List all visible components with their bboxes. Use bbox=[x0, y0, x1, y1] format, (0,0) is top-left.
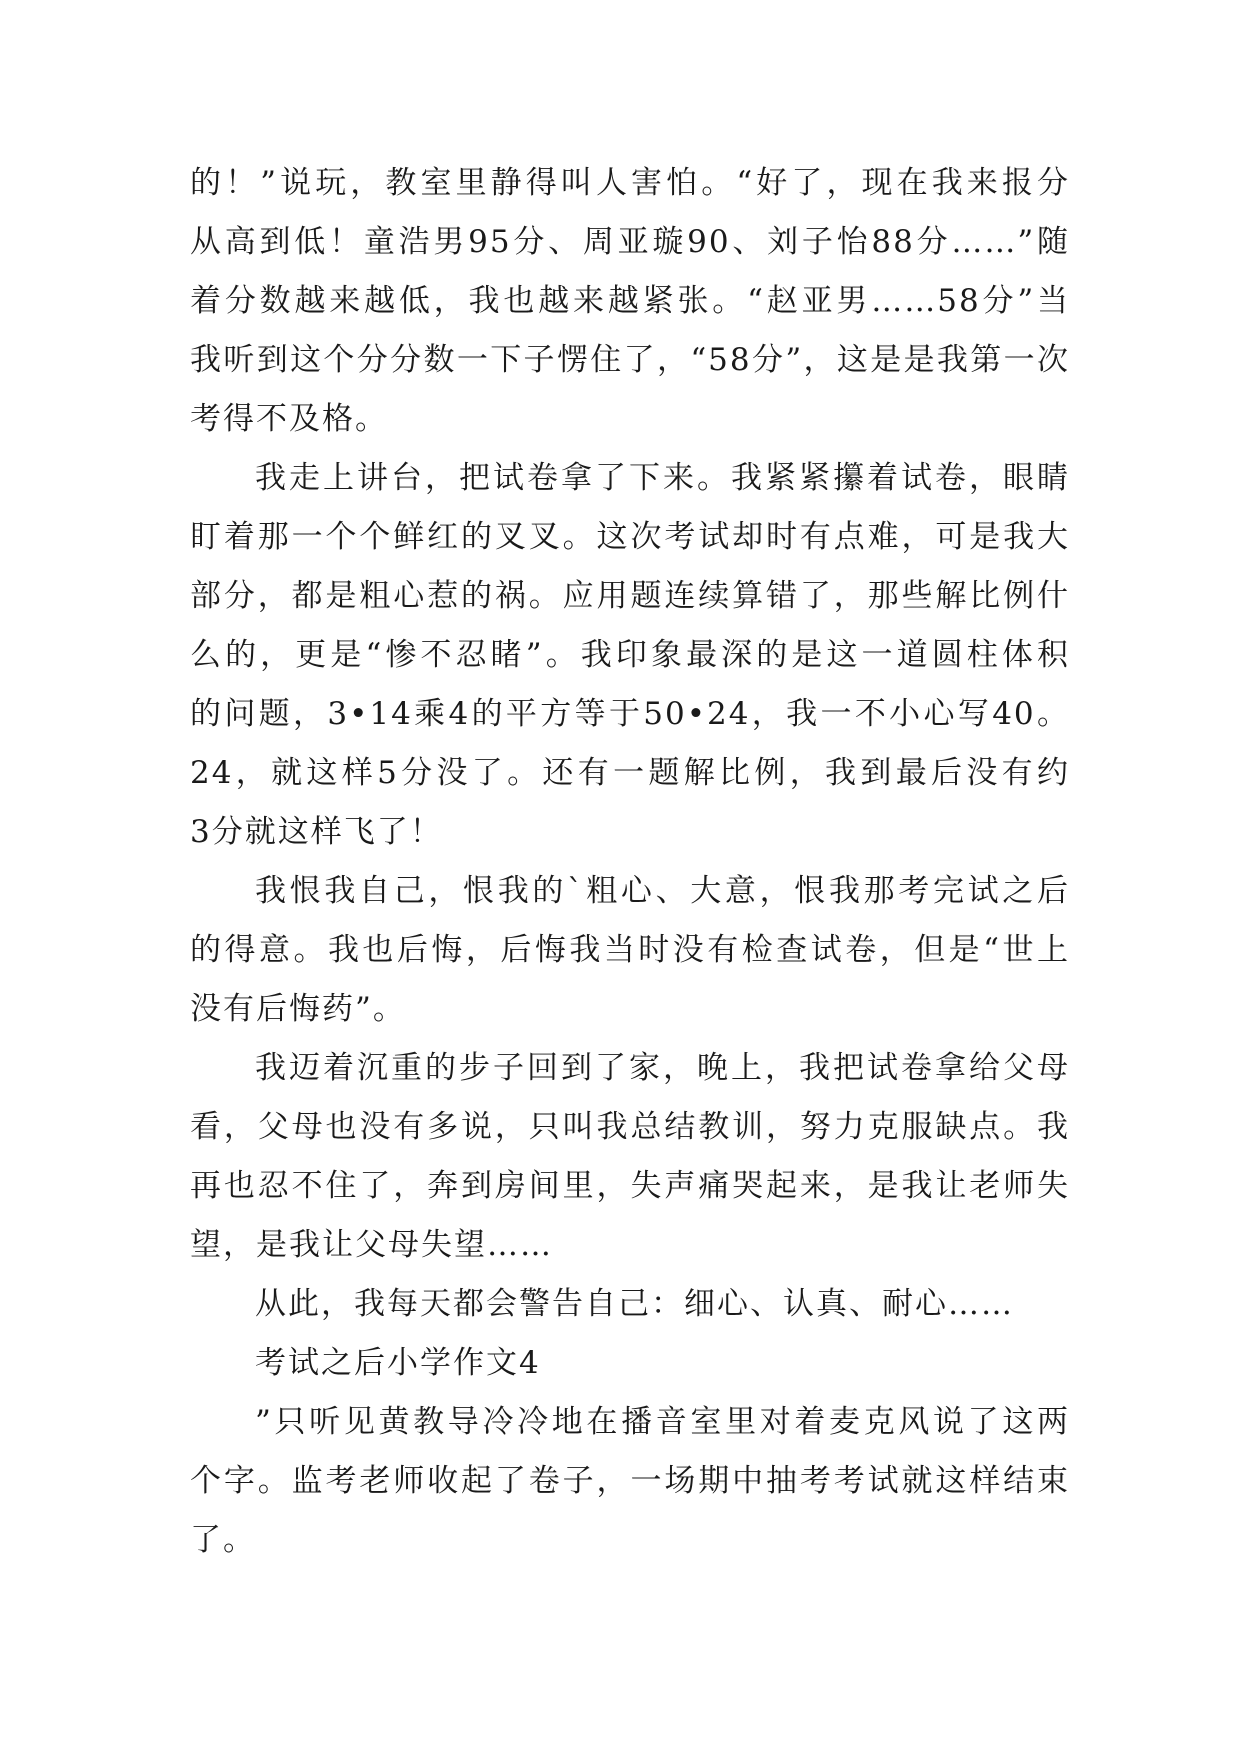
paragraph bbox=[190, 154, 1070, 449]
text-line: ”只听见黄教导冷冷地在播音室里对着麦克风说了这两 bbox=[255, 1404, 1070, 1440]
text-line: 没有后悔药”。 bbox=[190, 991, 406, 1027]
paragraph bbox=[190, 862, 1070, 1039]
text-line: 从高到低！童浩男95分、周亚璇90、刘子怡88分……”随 bbox=[190, 224, 1070, 260]
text-line: 我迈着沉重的步子回到了家，晚上，我把试卷拿给父母 bbox=[255, 1050, 1070, 1086]
text-line: 我走上讲台，把试卷拿了下来。我紧紧攥着试卷，眼睛 bbox=[255, 460, 1070, 496]
text-line: 的！”说玩，教室里静得叫人害怕。“好了，现在我来报分 bbox=[190, 165, 1070, 201]
text-line: 我听到这个分分数一下子愣住了，“58分”，这是是我第一次 bbox=[190, 342, 1070, 378]
text-line: 着分数越来越低，我也越来越紧张。“赵亚男……58分”当 bbox=[190, 283, 1070, 319]
paragraph bbox=[190, 449, 1070, 862]
text-line: 3分就这样飞了！ bbox=[190, 814, 443, 850]
text-line: 个字。监考老师收起了卷子，一场期中抽考考试就这样结束 bbox=[190, 1463, 1070, 1499]
text-line: 考得不及格。 bbox=[190, 401, 388, 437]
paragraph bbox=[190, 1039, 1070, 1275]
text-line: 从此，我每天都会警告自己：细心、认真、耐心…… bbox=[255, 1286, 1014, 1322]
text-line: 么的，更是“惨不忍睹”。我印象最深的是这一道圆柱体积 bbox=[190, 637, 1070, 673]
text-line: 的得意。我也后悔，后悔我当时没有检查试卷，但是“世上 bbox=[190, 932, 1070, 968]
paragraph bbox=[190, 1334, 1070, 1393]
paragraph bbox=[190, 1275, 1070, 1334]
text-line: 我恨我自己，恨我的`粗心、大意，恨我那考完试之后 bbox=[255, 873, 1070, 909]
text-line: 再也忍不住了，奔到房间里，失声痛哭起来，是我让老师失 bbox=[190, 1168, 1070, 1204]
text-line: 望，是我让父母失望…… bbox=[190, 1227, 553, 1263]
text-line: 部分，都是粗心惹的祸。应用题连续算错了，那些解比例什 bbox=[190, 578, 1070, 614]
paragraph bbox=[190, 1393, 1070, 1570]
text-line: 的问题，3•14乘4的平方等于50•24，我一不小心写40。 bbox=[190, 696, 1070, 732]
text-line: 考试之后小学作文4 bbox=[255, 1345, 541, 1381]
essay-body bbox=[190, 154, 1070, 1570]
text-line: 24，就这样5分没了。还有一题解比例，我到最后没有约 bbox=[190, 755, 1070, 791]
text-line: 盯着那一个个鲜红的叉叉。这次考试却时有点难，可是我大 bbox=[190, 519, 1070, 555]
text-line: 了。 bbox=[190, 1522, 256, 1558]
text-line: 看，父母也没有多说，只叫我总结教训，努力克服缺点。我 bbox=[190, 1109, 1070, 1145]
